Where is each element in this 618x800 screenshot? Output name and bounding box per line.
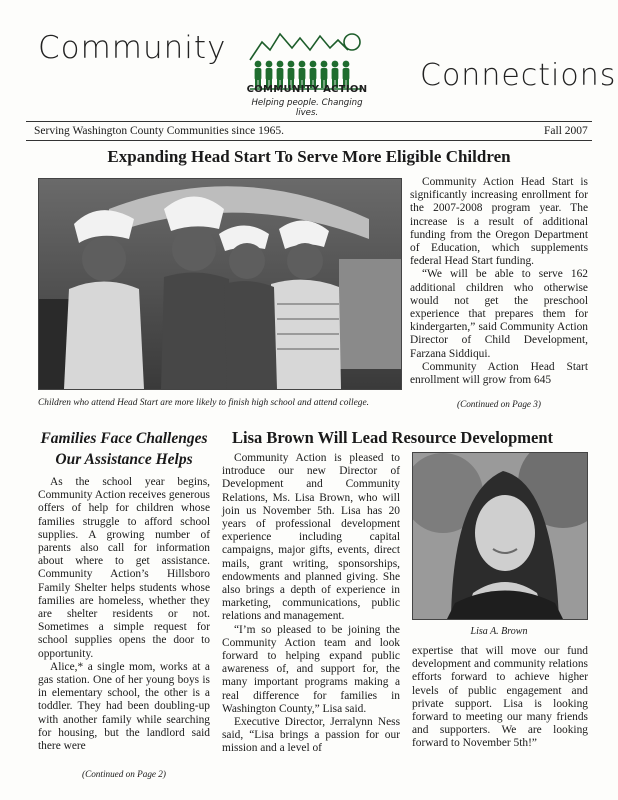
issue-date: Fall 2007 [544, 125, 588, 137]
masthead-rule-bottom [26, 140, 592, 141]
paragraph: expertise that will move our fund development and community relations efforts forward to achieve higher levels of public engagement and private support. Lisa is looking forward to meeting our many friends and supporters. We are looking forward to November 5th!” [412, 645, 588, 750]
paragraph: “I’m so pleased to be joining the Community Action team and look forward to helping expand public awareness of, and support for, the many important programs making a real difference for families in Washington County,” Lisa said. [222, 623, 400, 715]
lisa-headline: Lisa Brown Will Lead Resource Development [232, 428, 553, 447]
families-headline [38, 428, 210, 470]
lisa-story-col2 [412, 645, 588, 751]
paragraph: Community Action Head Start enrollment will grow from 645 [410, 360, 588, 387]
families-headline-line2: Our Assistance Helps [55, 451, 193, 468]
lead-continued: (Continued on Page 3) [457, 399, 541, 409]
paragraph: Alice,* a single mom, works at a gas station. One of her young boys is in elementary school, the other is a toddler. They had been doubling-up with another family while searching for housing, but the landlord said there were [38, 660, 210, 753]
masthead-community: Community [38, 30, 227, 66]
lead-story-body [410, 176, 588, 387]
lisa-brown-photo [412, 452, 588, 620]
paragraph: Community Action is pleased to introduce our new Director of Development and Community Relations, Ms. Lisa Brown, who will join us November 5th. Lisa has 20 years of professional development experience including capital campaigns, major gifts, events, direct mails, grant writing, sponsorships, endowments and planned giving. She also brings a depth of experience in marketing, communications, public relations and management. [222, 452, 400, 623]
masthead-rule-top [26, 121, 592, 122]
logo-name: COMMUNITY ACTION [246, 84, 368, 95]
families-story-body [38, 476, 210, 753]
lisa-photo-caption: Lisa A. Brown [470, 626, 528, 637]
paragraph: As the school year begins, Community Action receives generous offers of help for children whose families struggle to afford school supplies. A growing number of parents also call for information about where to get assistance. Community Action’s Hillsboro Family Shelter helps students whose families are homeless, whether they are shelter residents or not. Sometimes a simple request for school supplies opens the door to opportunity. [38, 476, 210, 660]
paragraph: “We will be able to serve 162 additional children who otherwise would not get the preschool experience that prepares them for kindergarten,” said Community Action Director of Child Development, Farzana Siddiqui. [410, 268, 588, 360]
lisa-story-col1 [222, 452, 400, 756]
paragraph: Executive Director, Jerralynn Ness said, “Lisa brings a passion for our mission and a level of [222, 716, 400, 755]
lead-headline: Expanding Head Start To Serve More Eligible Children [107, 147, 511, 166]
serving-line: Serving Washington County Communities since 1965. [34, 125, 284, 137]
lead-photo-caption: Children who attend Head Start are more likely to finish high school and attend college. [38, 398, 369, 408]
logo-tagline: Helping people. Changing lives. [251, 98, 363, 118]
paragraph: Community Action Head Start is significantly increasing enrollment for the 2007-2008 program year. The increase is a result of additional funding from the Oregon Department of Education, which supplements federal Head Start funding. [410, 176, 588, 268]
children-photo-image [39, 179, 401, 389]
families-headline-line1: Families Face Challenges [40, 430, 208, 447]
masthead-connections: Connections [420, 58, 617, 93]
head-start-photo [38, 178, 402, 390]
portrait-image [413, 453, 587, 619]
families-continued: (Continued on Page 2) [82, 769, 166, 779]
